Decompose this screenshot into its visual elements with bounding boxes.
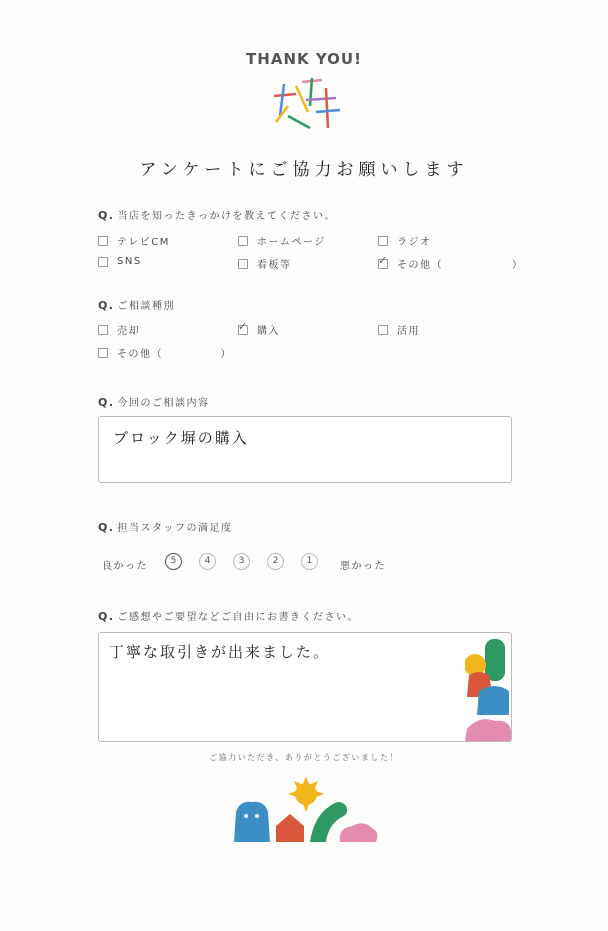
question-prefix: Q.: [98, 610, 115, 623]
checkbox[interactable]: [238, 259, 248, 269]
question-prefix: Q.: [98, 521, 115, 534]
rating-1-option[interactable]: 1: [301, 553, 318, 570]
checkbox[interactable]: [98, 348, 108, 358]
mascot-characters-stack: [465, 635, 511, 741]
q1-option-signboard[interactable]: [238, 256, 292, 271]
option-label: 売却: [117, 326, 140, 337]
q2-option-buy[interactable]: [238, 322, 280, 337]
consultation-content-answer: ブロック塀の購入: [113, 429, 249, 447]
mascot-characters-illustration: [230, 776, 380, 850]
q2-option-utilize[interactable]: [378, 322, 420, 337]
question-3-label: [98, 394, 210, 409]
q1-option-other[interactable]: [378, 256, 524, 271]
question-1-label: [98, 207, 336, 222]
checkbox-checked[interactable]: [238, 325, 248, 335]
question-1-text: 当店を知ったきっかけを教えてください。: [117, 211, 337, 222]
option-label: その他（ ）: [397, 260, 524, 271]
checkbox[interactable]: [378, 325, 388, 335]
option-label: ラジオ: [397, 237, 432, 248]
question-2-text: ご相談種別: [117, 301, 176, 312]
checkbox-checked[interactable]: [378, 259, 388, 269]
rating-2-option[interactable]: 2: [267, 553, 284, 570]
option-label: その他（ ）: [117, 349, 232, 360]
checkbox[interactable]: [98, 257, 108, 267]
question-prefix: Q.: [98, 396, 115, 409]
satisfaction-scale: [165, 553, 335, 570]
comments-answer: 丁寧な取引きが出来ました。: [109, 643, 331, 661]
consultation-content-field[interactable]: [98, 416, 512, 483]
q1-option-tvcm[interactable]: [98, 233, 170, 248]
checkbox[interactable]: [378, 236, 388, 246]
question-5-label: [98, 608, 359, 623]
checkbox[interactable]: [238, 236, 248, 246]
option-label: 看板等: [257, 260, 292, 271]
question-2-label: [98, 297, 175, 312]
option-label: SNS: [117, 256, 142, 267]
q2-option-sell[interactable]: [98, 322, 140, 337]
option-label: テレビCM: [117, 237, 170, 248]
thank-you-heading: THANK YOU!: [246, 50, 362, 68]
q2-option-other[interactable]: [98, 345, 232, 360]
rating-3-option[interactable]: 3: [233, 553, 250, 570]
question-3-text: 今回のご相談内容: [117, 398, 210, 409]
q1-option-homepage[interactable]: [238, 233, 326, 248]
comments-field[interactable]: [98, 632, 512, 742]
page-title: アンケートにご協力お願いします: [139, 160, 469, 180]
option-label: ホームページ: [257, 237, 326, 248]
brand-logo-mark: [266, 76, 346, 140]
footer-thanks: ご協力いただき、ありがとうございました！: [209, 753, 399, 762]
question-4-label: [98, 519, 233, 534]
scale-bad-label: 悪かった: [340, 561, 386, 572]
option-label: 購入: [257, 326, 280, 337]
q1-option-sns[interactable]: [98, 256, 142, 267]
rating-4-option[interactable]: 4: [199, 553, 216, 570]
checkbox[interactable]: [98, 325, 108, 335]
question-5-text: ご感想やご要望などご自由にお書きください。: [117, 612, 360, 623]
q1-option-radio[interactable]: [378, 233, 432, 248]
scale-good-label: 良かった: [102, 561, 148, 572]
rating-5-option[interactable]: 5: [165, 553, 182, 570]
question-prefix: Q.: [98, 209, 115, 222]
checkbox[interactable]: [98, 236, 108, 246]
question-4-text: 担当スタッフの満足度: [117, 523, 233, 534]
question-prefix: Q.: [98, 299, 115, 312]
option-label: 活用: [397, 326, 420, 337]
